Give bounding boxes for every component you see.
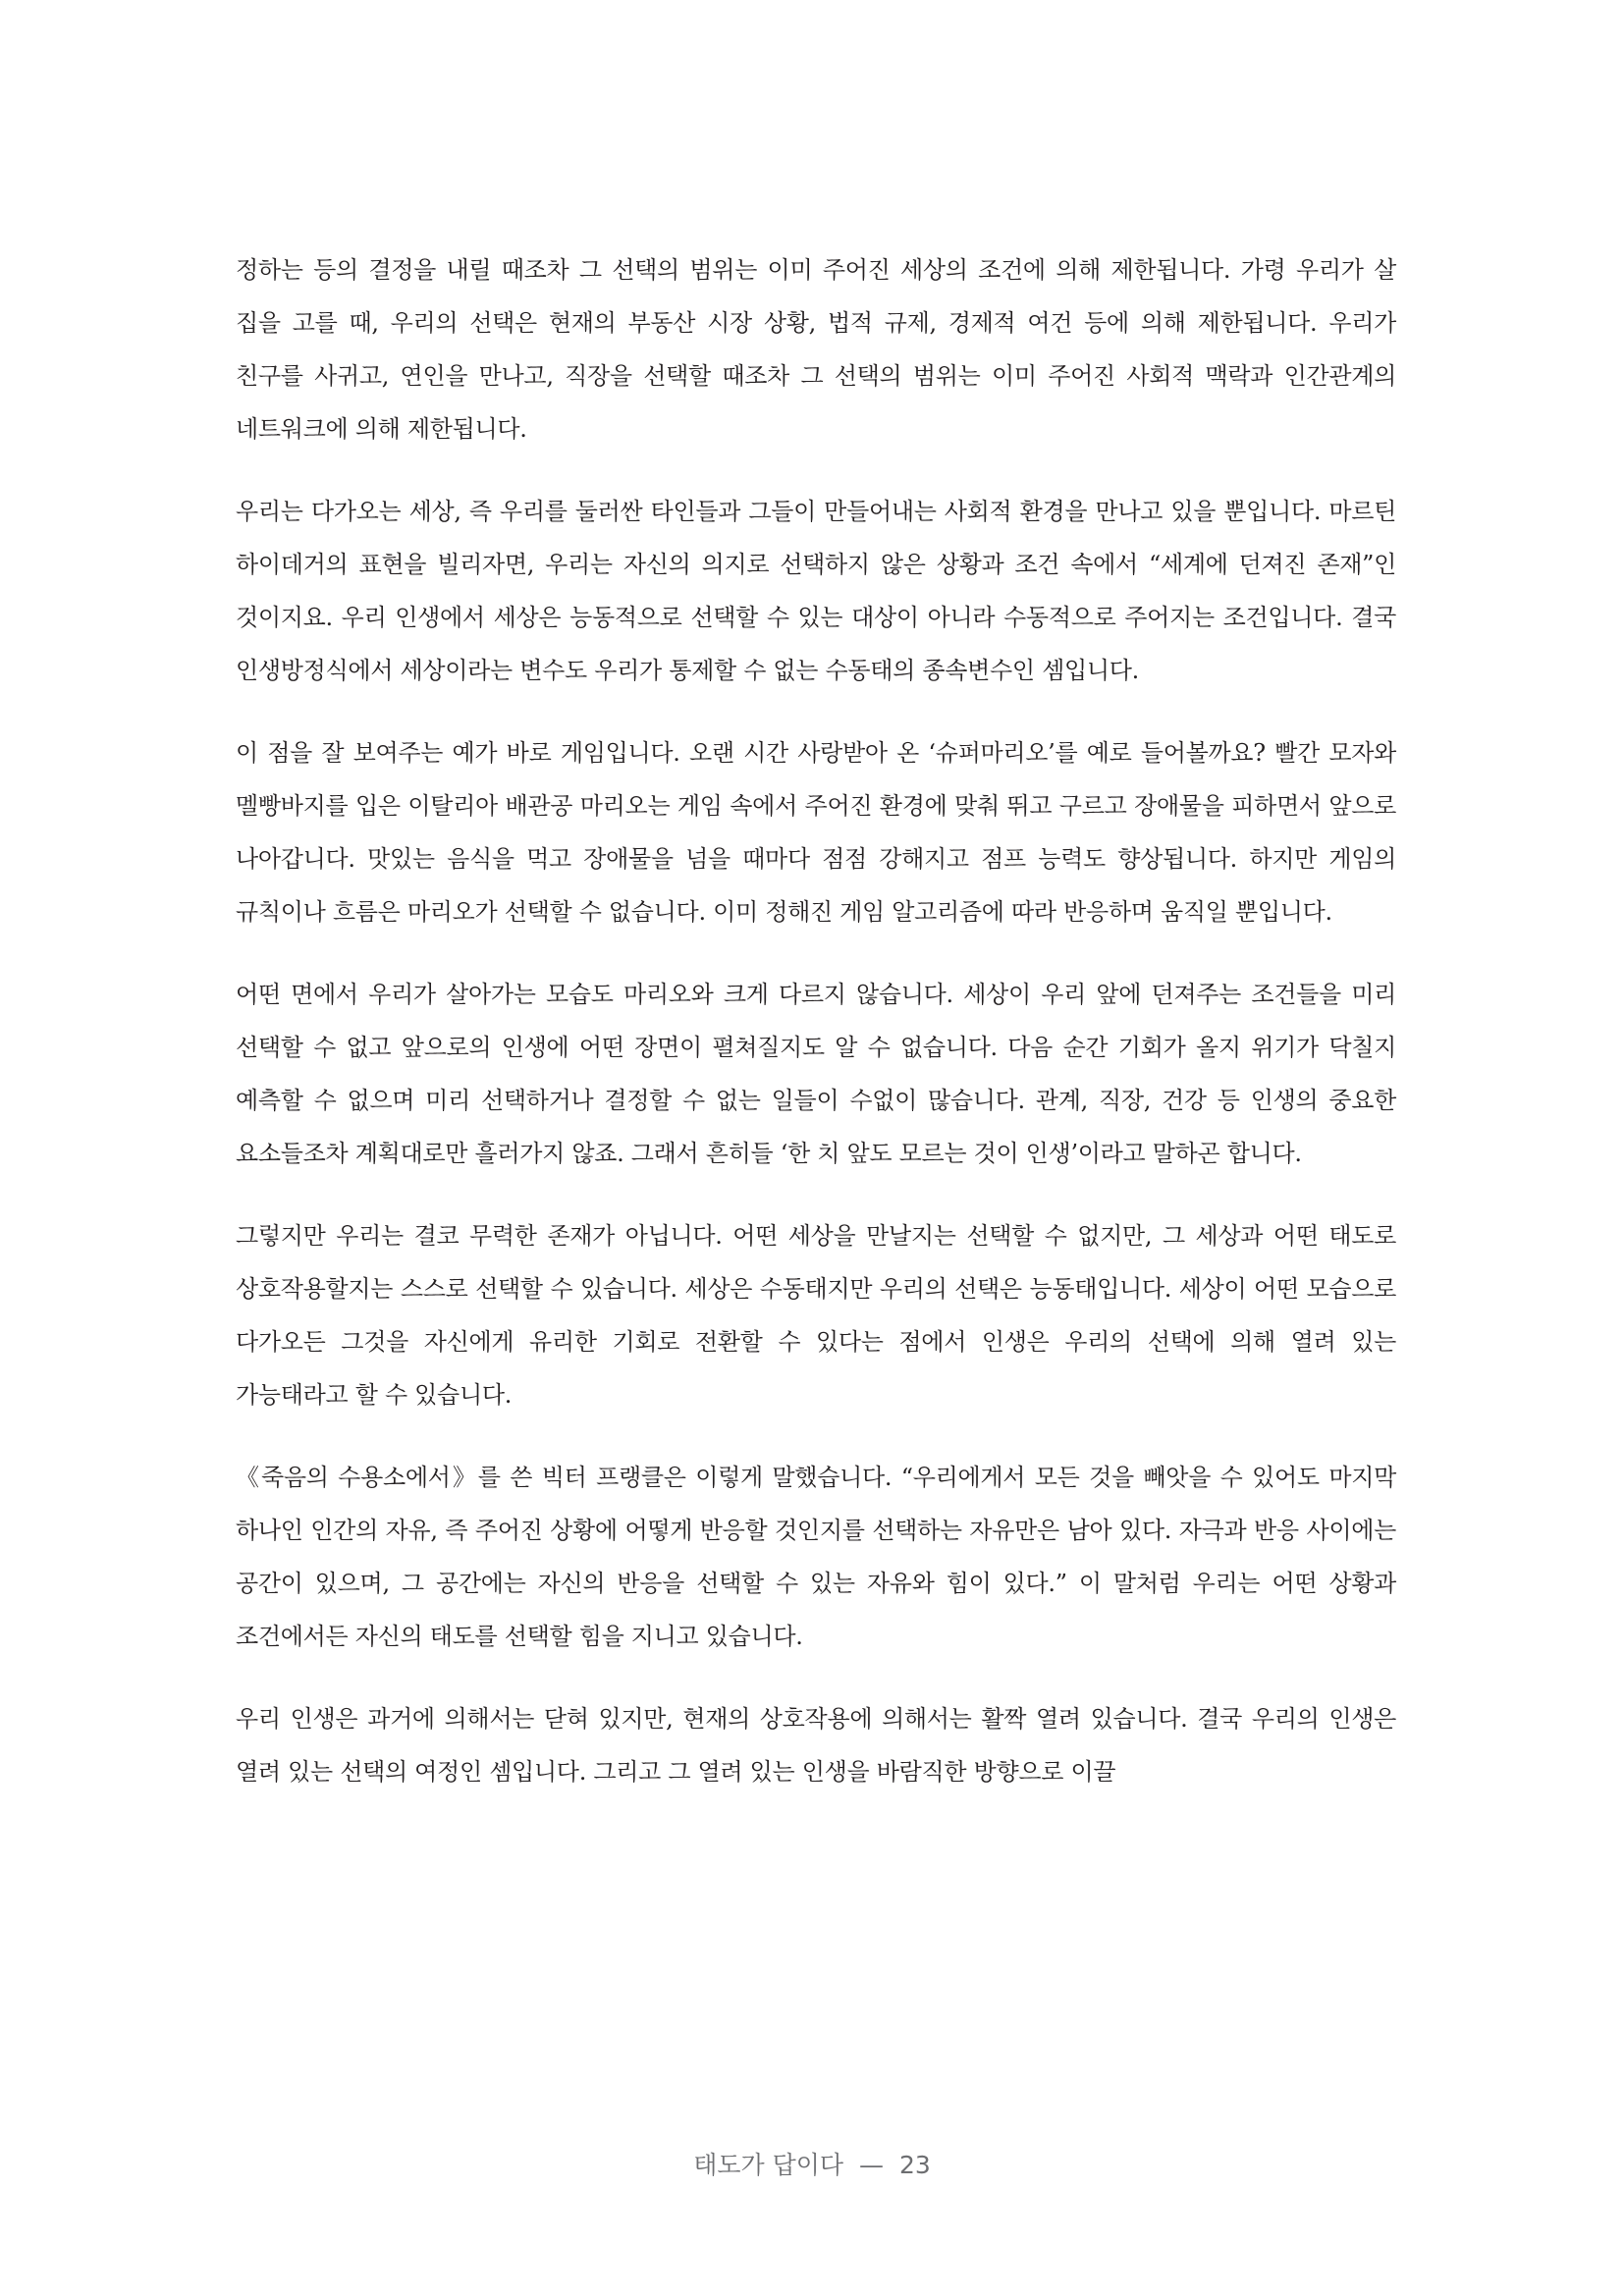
paragraph-2: 우리는 다가오는 세상, 즉 우리를 둘러싼 타인들과 그들이 만들어내는 사회적 환경을 만나고 있을 뿐입니다. 마르틴 하이데거의 표현을 빌리자면, 우리는 자신의 의지로 선택하지 않은 상황과 조건 속에서 “세계에 던져진 존재”인 것이지요. 우리 인생에서 세상은 능동적으로 선택할 수 있는 대상이 아니라 수동적으로 주어지는 조건입니다. 결국 인생방정식에서 세상이라는 변수도 우리가 통제할 수 없는 수동태의 종속변수인 셈입니다. xyxy=(236,498,1396,684)
paragraph-7: 우리 인생은 과거에 의해서는 닫혀 있지만, 현재의 상호작용에 의해서는 활짝 열려 있습니다. 결국 우리의 인생은 열려 있는 선택의 여정인 셈입니다. 그리고 그 열려 있는 인생을 바람직한 방향으로 이끌 xyxy=(236,1705,1396,1786)
paragraph-1: 정하는 등의 결정을 내릴 때조차 그 선택의 범위는 이미 주어진 세상의 조건에 의해 제한됩니다. 가령 우리가 살 집을 고를 때, 우리의 선택은 현재의 부동산 시장 상황, 법적 규제, 경제적 여건 등에 의해 제한됩니다. 우리가 친구를 사귀고, 연인을 만나고, 직장을 선택할 때조차 그 선택의 범위는 이미 주어진 사회적 맥락과 인간관계의 네트워크에 의해 제한됩니다. xyxy=(236,256,1396,443)
paragraph-3: 이 점을 잘 보여주는 예가 바로 게임입니다. 오랜 시간 사랑받아 온 ‘슈퍼마리오’를 예로 들어볼까요? 빨간 모자와 멜빵바지를 입은 이탈리아 배관공 마리오는 게임 속에서 주어진 환경에 맞춰 뛰고 구르고 장애물을 피하면서 앞으로 나아갑니다. 맛있는 음식을 먹고 장애물을 넘을 때마다 점점 강해지고 점프 능력도 향상됩니다. 하지만 게임의 규칙이나 흐름은 마리오가 선택할 수 없습니다. 이미 정해진 게임 알고리즘에 따라 반응하며 움직일 뿐입니다. xyxy=(236,739,1396,926)
running-footer-book-title: 태도가 답이다 xyxy=(693,2151,844,2179)
page-number: 23 xyxy=(898,2151,931,2179)
page-footer xyxy=(0,2146,1624,2181)
paragraph-4: 어떤 면에서 우리가 살아가는 모습도 마리오와 크게 다르지 않습니다. 세상이 우리 앞에 던져주는 조건들을 미리 선택할 수 없고 앞으로의 인생에 어떤 장면이 펼쳐질지도 알 수 없습니다. 다음 순간 기회가 올지 위기가 닥칠지 예측할 수 없으며 미리 선택하거나 결정할 수 없는 일들이 수없이 많습니다. 관계, 직장, 건강 등 인생의 중요한 요소들조차 계획대로만 흘러가지 않죠. 그래서 흔히들 ‘한 치 앞도 모르는 것이 인생’이라고 말하곤 합니다. xyxy=(236,981,1396,1167)
paragraph-6: 《죽음의 수용소에서》를 쓴 빅터 프랭클은 이렇게 말했습니다. “우리에게서 모든 것을 빼앗을 수 있어도 마지막 하나인 인간의 자유, 즉 주어진 상황에 어떻게 반응할 것인지를 선택하는 자유만은 남아 있다. 자극과 반응 사이에는 공간이 있으며, 그 공간에는 자신의 반응을 선택할 수 있는 자유와 힘이 있다.” 이 말처럼 우리는 어떤 상황과 조건에서든 자신의 태도를 선택할 힘을 지니고 있습니다. xyxy=(236,1464,1396,1650)
footer-separator: — xyxy=(859,2151,885,2179)
paragraph-5: 그렇지만 우리는 결코 무력한 존재가 아닙니다. 어떤 세상을 만날지는 선택할 수 없지만, 그 세상과 어떤 태도로 상호작용할지는 스스로 선택할 수 있습니다. 세상은 수동태지만 우리의 선택은 능동태입니다. 세상이 어떤 모습으로 다가오든 그것을 자신에게 유리한 기회로 전환할 수 있다는 점에서 인생은 우리의 선택에 의해 열려 있는 가능태라고 할 수 있습니다. xyxy=(236,1222,1396,1409)
page-body xyxy=(236,243,1396,1828)
